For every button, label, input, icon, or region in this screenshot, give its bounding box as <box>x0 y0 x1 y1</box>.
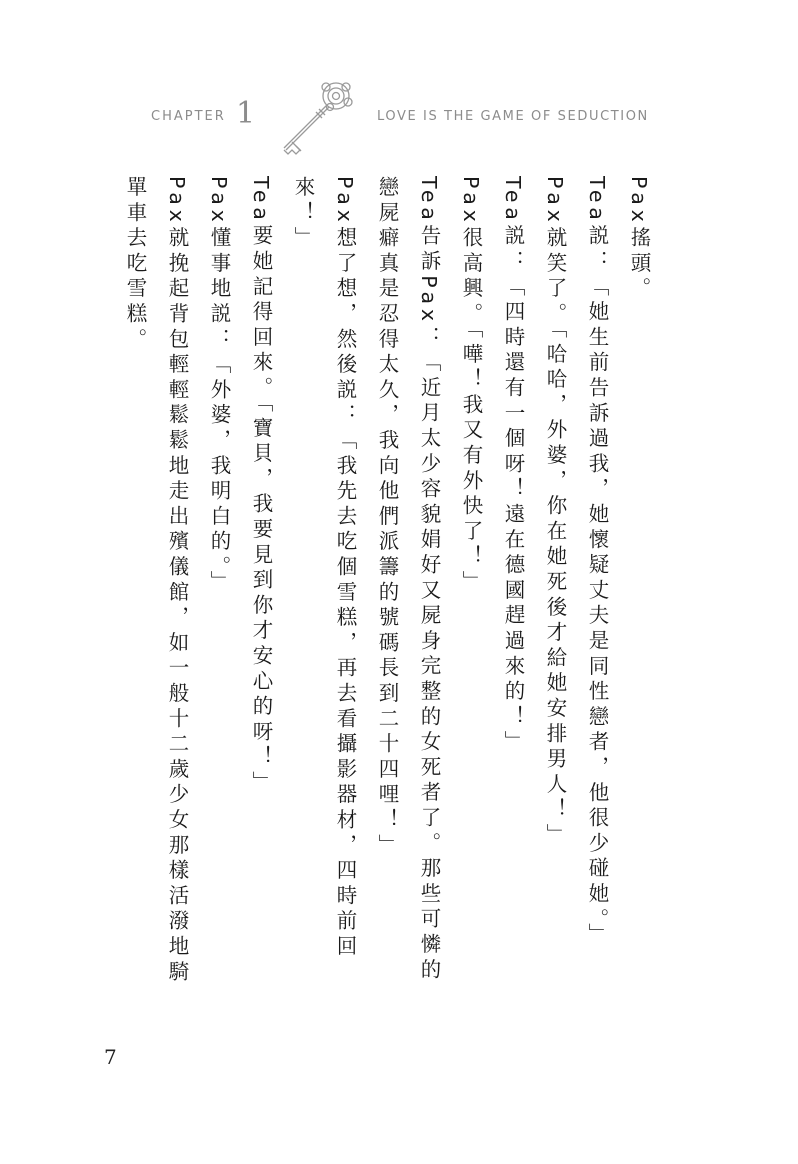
paragraph: Pax很高興。「嘩！我又有外快了！」 <box>459 176 483 596</box>
paragraph: Pax想了想，然後説：「我先去吃個雪糕，再去看攝影器材，四時前回來！」 <box>291 176 357 961</box>
key-icon <box>270 74 360 162</box>
paragraph: Tea要她記得回來。「寶貝，我要見到你才安心的呀！」 <box>249 176 273 797</box>
chapter-number: 1 <box>236 96 256 131</box>
paragraph: Pax搖頭。 <box>627 176 651 303</box>
vertical-body-text <box>100 176 660 1006</box>
chapter-title: LOVE IS THE GAME OF SEDUCTION <box>377 109 649 124</box>
page-number: 7 <box>104 1045 117 1069</box>
paragraph: Tea説：「四時還有一個呀！遠在德國趕過來的！」 <box>501 176 525 756</box>
paragraph: Pax就挽起背包輕輕鬆鬆地走出殯儀館，如一般十二歲少女那樣活潑地騎單車去吃雪糕。 <box>123 176 189 986</box>
chapter-label: CHAPTER <box>151 109 226 124</box>
paragraph: Tea説：「她生前告訴過我，她懷疑丈夫是同性戀者，他很少碰她。」 <box>585 176 609 949</box>
chapter-header <box>0 0 798 160</box>
paragraph: Tea告訴Pax：「近月太少容貌娟好又屍身完整的女死者了。那些可憐的戀屍癖真是忍得太久，我向他們派籌的號碼長到二十四哩！」 <box>375 176 441 984</box>
paragraph: Pax就笑了。「哈哈，外婆，你在她死後才給她安排男人！」 <box>543 176 567 849</box>
paragraph: Pax懂事地説：「外婆，我明白的。」 <box>207 176 231 596</box>
